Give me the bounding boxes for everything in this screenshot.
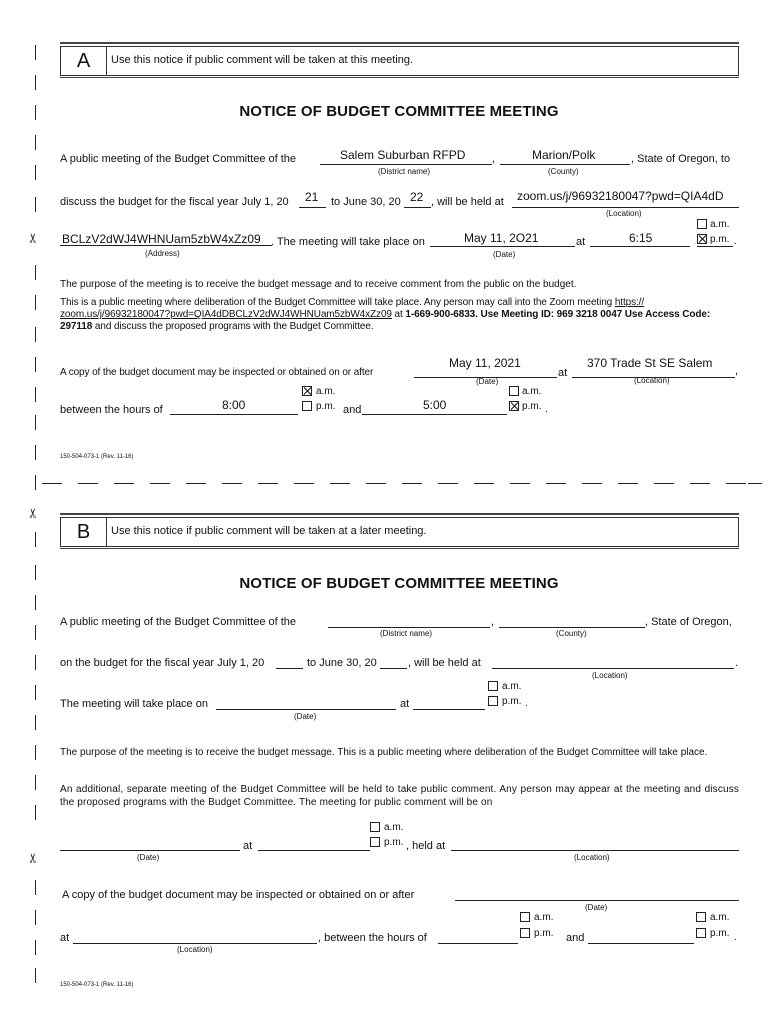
section-b-header-rule xyxy=(60,548,739,549)
b-copy-date-label: (Date) xyxy=(585,903,608,912)
b-year-start-line[interactable] xyxy=(276,668,303,669)
margin-bar xyxy=(35,775,36,790)
margin-bar xyxy=(35,880,36,895)
b-at-text: at xyxy=(400,698,410,710)
b-time-line[interactable] xyxy=(413,709,485,710)
b-start-pm-label: p.m. xyxy=(534,928,554,939)
a-start-pm-checkbox[interactable] xyxy=(302,401,312,411)
a-zoom-at: at xyxy=(391,309,406,320)
b-hour-start-line[interactable] xyxy=(438,943,518,944)
a-year-end[interactable]: 22 xyxy=(410,190,424,204)
b-line1-prefix: A public meeting of the Budget Committee of the xyxy=(60,616,297,628)
a-end-pm-checkbox[interactable] xyxy=(509,401,519,411)
b-pm-checkbox[interactable] xyxy=(488,696,498,706)
a-and-text: and xyxy=(343,404,362,416)
b-am-label: a.m. xyxy=(502,681,522,692)
a-district-name[interactable]: Salem Suburban RFPD xyxy=(340,148,466,162)
a-county-line xyxy=(500,164,630,165)
section-b-top-rule xyxy=(60,513,739,515)
a-hour-end-line xyxy=(362,414,507,415)
a-meeting-date-line xyxy=(430,246,575,247)
margin-bar xyxy=(35,595,36,610)
b-comment-at: at xyxy=(243,840,253,852)
b-copy-location-label: (Location) xyxy=(177,945,213,954)
a-location-label: (Location) xyxy=(606,209,642,218)
margin-bar xyxy=(35,445,36,460)
b-year-end-line[interactable] xyxy=(380,668,407,669)
b-between-text: , between the hours of xyxy=(318,932,427,944)
margin-bar xyxy=(35,940,36,955)
margin-bar xyxy=(35,745,36,760)
a-county[interactable]: Marion/Polk xyxy=(532,148,596,162)
b-meeting-text: The meeting will take place on xyxy=(60,698,208,710)
b-copy-date-line[interactable] xyxy=(455,900,739,901)
margin-bar xyxy=(35,715,36,730)
b-start-am-label: a.m. xyxy=(534,912,554,923)
b-end-am-label: a.m. xyxy=(710,912,730,923)
b-date-label: (Date) xyxy=(294,712,317,721)
section-a-header xyxy=(60,46,739,76)
b-end-am-checkbox[interactable] xyxy=(696,912,706,922)
section-a-letter: A xyxy=(61,47,107,75)
b-copy-location-line[interactable] xyxy=(73,943,317,944)
section-a-top-rule xyxy=(60,42,739,44)
b-meeting-date-line[interactable] xyxy=(216,709,396,710)
a-zoom-end: and discuss the proposed programs with the Budget Committee. xyxy=(92,321,374,332)
a-county-label: (County) xyxy=(548,167,579,176)
a-pm-label: p.m. xyxy=(710,234,730,245)
b-pm-label: p.m. xyxy=(502,696,522,707)
a-hour-start[interactable]: 8:00 xyxy=(222,398,246,412)
a-meeting-time[interactable]: 6:15 xyxy=(629,231,653,245)
margin-bar xyxy=(35,295,36,310)
section-a-header-rule xyxy=(60,77,739,78)
a-copy-text: A copy of the budget document may be inspected or obtained on or after xyxy=(60,367,374,378)
a-year-start-line xyxy=(299,207,326,208)
b-comment-pm-label: p.m. xyxy=(384,837,404,848)
a-state-text: , State of Oregon, to xyxy=(631,153,731,165)
a-form-number: 150-504-073-1 (Rev. 11-16) xyxy=(60,454,134,460)
b-at-prefix: at xyxy=(60,932,70,944)
a-am-label: a.m. xyxy=(710,219,730,230)
b-comment-am-label: a.m. xyxy=(384,822,404,833)
a-location-line xyxy=(512,207,739,208)
a-meeting-text: . The meeting will take place on xyxy=(271,236,425,248)
a-date-label: (Date) xyxy=(493,250,516,259)
b-hour-end-line[interactable] xyxy=(588,943,694,944)
margin-bar xyxy=(35,805,36,820)
a-copy-date[interactable]: May 11, 2021 xyxy=(449,356,521,370)
b-held-at-text: , will be held at xyxy=(408,657,481,669)
section-b-title: NOTICE OF BUDGET COMMITTEE MEETING xyxy=(239,575,559,592)
b-county-label: (County) xyxy=(556,629,587,638)
margin-bar xyxy=(35,685,36,700)
a-held-at-text: , will be held at xyxy=(431,196,504,208)
a-start-am-label: a.m. xyxy=(316,386,336,397)
margin-bar xyxy=(35,45,36,60)
a-meeting-date[interactable]: May 11, 2O21 xyxy=(464,231,539,245)
margin-bar xyxy=(35,327,36,342)
a-copy-at: at xyxy=(558,367,568,379)
a-between-text: between the hours of xyxy=(60,404,163,416)
a-zoom-text: This is a public meeting where deliberation of the Budget Committee will take place. Any person may call into the Zoom meeting xyxy=(60,297,613,308)
b-am-checkbox[interactable] xyxy=(488,681,498,691)
a-end-pm-label: p.m. xyxy=(522,401,542,412)
b-comment-location-line[interactable] xyxy=(451,850,739,851)
section-a-instruction: Use this notice if public comment will be taken at this meeting. xyxy=(111,54,414,66)
a-copy-comma: , xyxy=(735,365,739,377)
b-form-number: 150-504-073-1 (Rev. 11-16) xyxy=(60,982,134,988)
b-and-text: and xyxy=(566,932,585,944)
margin-bar xyxy=(35,655,36,670)
margin-bar xyxy=(35,135,36,150)
margin-bar xyxy=(35,625,36,640)
a-address-label: (Address) xyxy=(145,249,180,258)
section-b-header xyxy=(60,517,739,547)
a-hour-end[interactable]: 5:00 xyxy=(423,398,447,412)
b-end-pm-checkbox[interactable] xyxy=(696,928,706,938)
b-start-pm-checkbox[interactable] xyxy=(520,928,530,938)
scissors-icon: ✂ xyxy=(25,232,41,244)
b-location-line[interactable] xyxy=(492,668,734,669)
a-zoom-paragraph xyxy=(60,297,739,333)
margin-bar xyxy=(35,910,36,925)
b-held-at-short: , held at xyxy=(406,840,446,852)
a-zoom-phone-id: 1-669-900-6833. Use Meeting ID: 969 3218 0047 Use Access Code: 297118 xyxy=(60,309,711,332)
a-copy-location-label: (Location) xyxy=(634,376,670,385)
a-zoom-link[interactable]: https:// zoom.us/j/96932180047?pwd=QIA4dDBCLzV2dWJ4WHNUam5zbW4xZz09 xyxy=(60,297,645,320)
a-end-am-label: a.m. xyxy=(522,386,542,397)
margin-bar xyxy=(35,532,36,547)
margin-bar xyxy=(35,415,36,430)
section-a-title: NOTICE OF BUDGET COMMITTEE MEETING xyxy=(239,103,559,120)
b-additional: An additional, separate meeting of the Budget Committee will be held to take public comment. Any person may appear at the meeting and discuss the proposed programs with the Budget Committee. The meeting for public comment will be on xyxy=(60,784,739,808)
a-line1-prefix: A public meeting of the Budget Committee of the xyxy=(60,153,297,165)
scissors-icon: ✂ xyxy=(25,507,41,519)
margin-bar xyxy=(35,197,36,212)
b-state-text: , State of Oregon, xyxy=(645,616,732,628)
a-end-am-checkbox[interactable] xyxy=(509,386,519,396)
margin-bar xyxy=(35,387,36,402)
margin-bar xyxy=(35,165,36,180)
scissors-icon: ✂ xyxy=(25,852,41,864)
a-pm-checkbox[interactable] xyxy=(697,234,707,244)
b-comment-date-line[interactable] xyxy=(60,850,240,851)
b-comment-pm-checkbox[interactable] xyxy=(370,837,380,847)
a-copy-location[interactable]: 370 Trade St SE Salem xyxy=(587,356,713,370)
b-start-am-checkbox[interactable] xyxy=(520,912,530,922)
margin-bar xyxy=(35,968,36,983)
margin-bar xyxy=(35,357,36,372)
a-year-end-line xyxy=(404,207,431,208)
b-comment-location-label: (Location) xyxy=(574,853,610,862)
margin-bar xyxy=(35,75,36,90)
a-year-start[interactable]: 21 xyxy=(305,190,319,204)
a-location-part1[interactable]: zoom.us/j/96932180047?pwd=QIA4dD xyxy=(517,189,724,203)
section-b-instruction: Use this notice if public comment will be taken at a later meeting. xyxy=(111,525,427,537)
b-comment-am-checkbox[interactable] xyxy=(370,822,380,832)
a-copy-date-label: (Date) xyxy=(476,377,499,386)
a-time-line xyxy=(590,246,690,247)
a-hour-start-line xyxy=(170,414,298,415)
b-district-label: (District name) xyxy=(380,629,433,638)
b-purpose: The purpose of the meeting is to receive the budget message. This is a public meeting where deliberation of the Budget Committee will take place. xyxy=(60,747,708,758)
b-copy-text: A copy of the budget document may be inspected or obtained on or after xyxy=(62,889,415,901)
a-ampm-line xyxy=(697,246,733,247)
a-line2-prefix: discuss the budget for the fiscal year July 1, 20 xyxy=(60,196,289,208)
b-line2-prefix: on the budget for the fiscal year July 1, 20 xyxy=(60,657,265,669)
b-county-line[interactable] xyxy=(499,627,645,628)
a-purpose: The purpose of the meeting is to receive the budget message and to receive comment from the public on the budget. xyxy=(60,279,577,290)
margin-bar xyxy=(35,265,36,280)
b-comment-time-line[interactable] xyxy=(258,850,370,851)
a-to-text: to June 30, 20 xyxy=(331,196,401,208)
margin-bar xyxy=(35,475,36,490)
a-start-pm-label: p.m. xyxy=(316,401,336,412)
a-district-line xyxy=(320,164,492,165)
a-location-part2[interactable]: BCLzV2dWJ4WHNUam5zbW4xZz09 xyxy=(62,232,261,246)
b-comment-date-label: (Date) xyxy=(137,853,160,862)
a-start-am-checkbox[interactable] xyxy=(302,386,312,396)
a-am-checkbox[interactable] xyxy=(697,219,707,229)
b-district-line[interactable] xyxy=(328,627,490,628)
a-at-text: at xyxy=(576,236,586,248)
b-location-label: (Location) xyxy=(592,671,628,680)
a-district-label: (District name) xyxy=(378,167,431,176)
section-b-letter: B xyxy=(61,518,107,546)
b-to-text: to June 30, 20 xyxy=(307,657,377,669)
b-end-pm-label: p.m. xyxy=(710,928,730,939)
